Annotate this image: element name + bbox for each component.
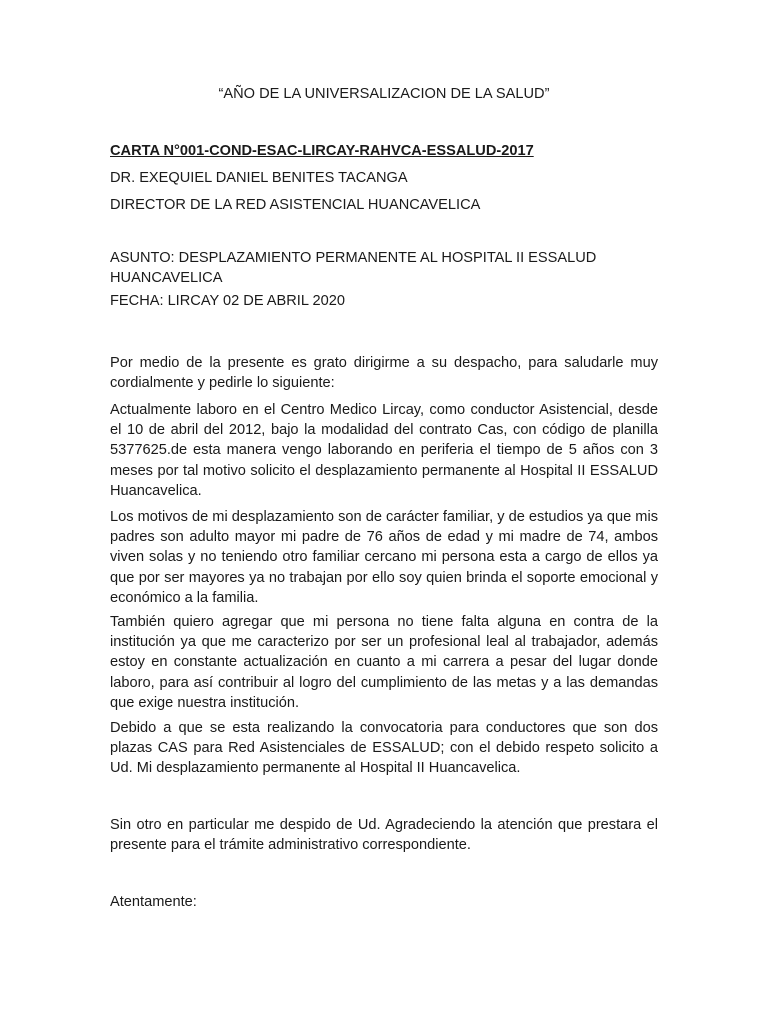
paragraph-request: Debido a que se esta realizando la convocatoria para conductores que son dos plazas CAS para Red Asistenciales de ESSALUD; con el debido respeto solicito a Ud. Mi desplazamiento permanente al Hospital II Huancavelica. xyxy=(110,720,658,777)
closing-salutation: Atentamente: xyxy=(110,894,197,910)
paragraph-family-reasons: Los motivos de mi desplazamiento son de carácter familiar, y de estudios ya que mis padres son adulto mayor mi padre de 76 años de edad y mi madre de 74, ambos viven solas y no teniendo otro familiar cercano mi persona esta a cargo de ellos ya que por ser mayores ya no trabajan por ello soy quien brinda el soporte emocional y económico a la familia. xyxy=(110,509,658,606)
paragraph-greeting: Por medio de la presente es grato dirigirme a su despacho, para saludarle muy cordialmente y pedirle lo siguiente: xyxy=(110,355,658,392)
paragraph-farewell: Sin otro en particular me despido de Ud. Agradeciendo la atención que prestara el presente para el trámite administrativo correspondiente. xyxy=(110,817,658,854)
addressee-title: DIRECTOR DE LA RED ASISTENCIAL HUANCAVELICA xyxy=(110,197,481,213)
letter-subject: ASUNTO: DESPLAZAMIENTO PERMANENTE AL HOSPITAL II ESSALUD HUANCAVELICA xyxy=(110,250,597,287)
letter-date: FECHA: LIRCAY 02 DE ABRIL 2020 xyxy=(110,293,345,309)
addressee-name: DR. EXEQUIEL DANIEL BENITES TACANGA xyxy=(110,170,408,186)
paragraph-conduct: También quiero agregar que mi persona no tiene falta alguna en contra de la institución ya que me caracterizo por ser un profesional leal al trabajador, además estoy en constante actualización en cuanto a mi carrera a pesar del lugar donde laboro, para así contribuir al logro del cumplimiento de las metas y a las demandas que exige nuestra institución. xyxy=(110,614,658,711)
letter-reference: CARTA N°001-COND-ESAC-LIRCAY-RAHVCA-ESSALUD-2017 xyxy=(110,143,534,159)
paragraph-employment: Actualmente laboro en el Centro Medico Lircay, como conductor Asistencial, desde el 10 de abril del 2012, bajo la modalidad del contrato Cas, con código de planilla 5377625.de esta manera vengo laborando en periferia el tiempo de 5 años con 3 meses por tal motivo solicito el desplazamiento permanente al Hospital II ESSALUD Huancavelica. xyxy=(110,402,658,499)
year-motto: “AÑO DE LA UNIVERSALIZACION DE LA SALUD” xyxy=(218,86,550,102)
